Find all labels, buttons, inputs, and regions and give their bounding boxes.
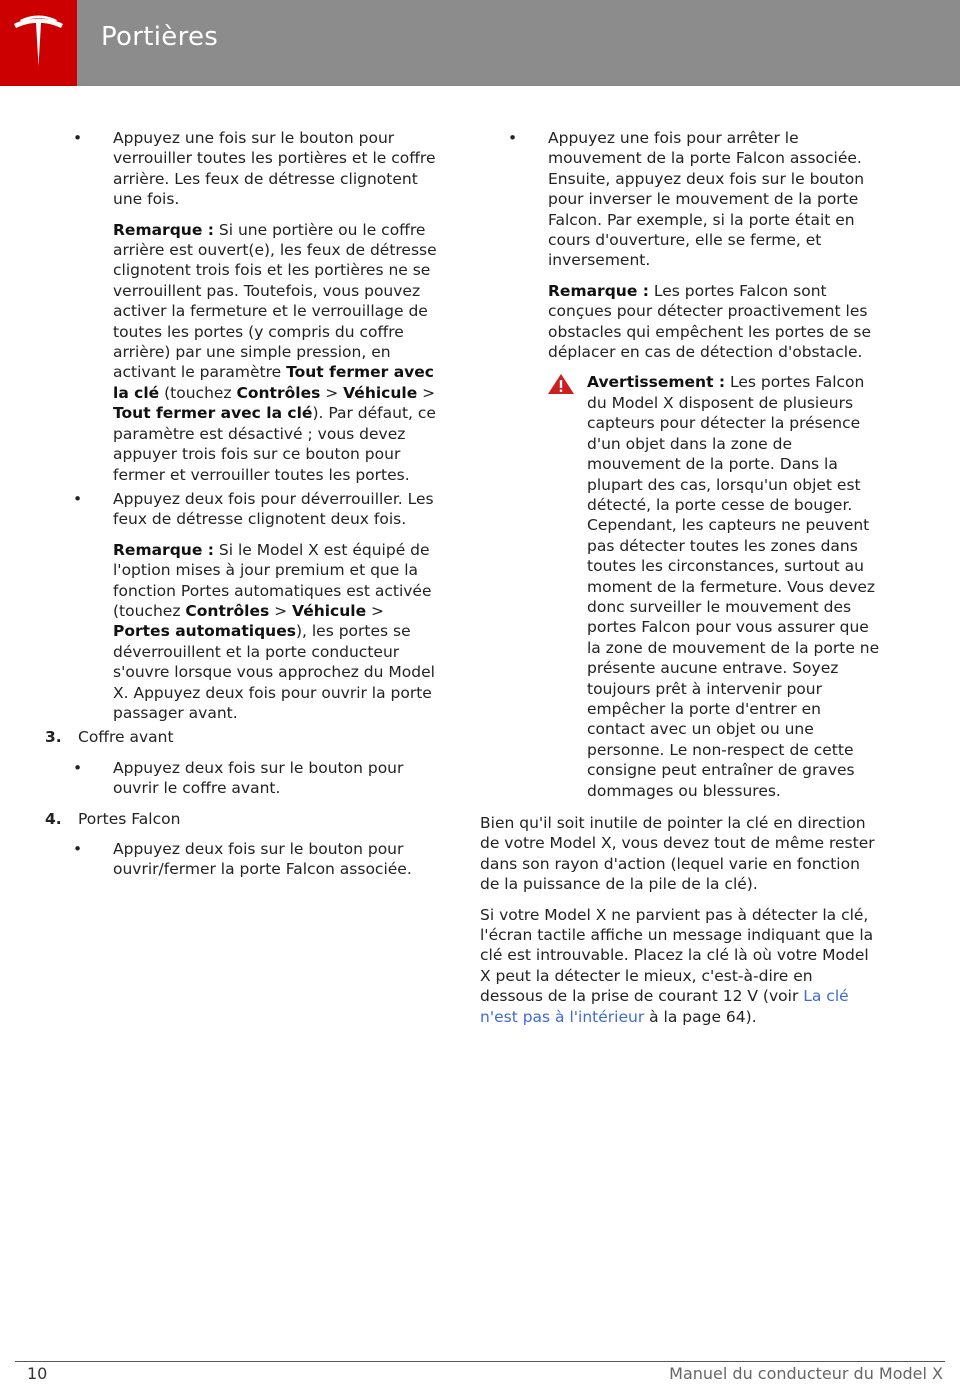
bullet-dot: • (73, 840, 83, 858)
paragraph: Bien qu'il soit inutile de pointer la clé en direction de votre Model X, vous devez tout de même rester dans son rayon d'action (lequel varie en fonction de la puissance de la pile de la clé). (480, 814, 875, 894)
tesla-logo (0, 0, 77, 86)
left-column (45, 128, 445, 884)
menu-path: Tout fermer avec la clé (113, 404, 313, 423)
menu-path: Contrôles (236, 383, 321, 402)
bullet-dot: • (73, 129, 83, 147)
footer-divider (15, 1361, 945, 1362)
bullet-text: Appuyez une fois pour arrêter le mouvement de la porte Falcon associée. Ensuite, appuyez deux fois sur le bouton pour inverser le mouvement de la porte Falcon. Par exemple, si la porte était en cours d'ouverture, elle se ferme, et inversement. (548, 129, 865, 270)
note-text: > (417, 383, 436, 402)
warning-icon (547, 373, 575, 395)
page-number: 10 (27, 1364, 48, 1383)
warning-label: Avertissement : (587, 373, 726, 392)
numbered-item (45, 809, 445, 829)
note-text: Si une portière ou le coffre arrière est ouvert(e), les feux de détresse clignotent trois fois et les portières ne se verrouillent pas. Toutefois, vous pouvez activer la fermeture et le verrouillage de toutes les portes (y compris du coffre arrière) par une simple pression, en activant le paramètre (113, 220, 437, 382)
list-item (45, 839, 445, 880)
item-number: 4. (45, 809, 62, 828)
note-text: (touchez (159, 383, 237, 402)
item-title: Coffre avant (78, 728, 174, 747)
numbered-item (45, 727, 445, 747)
menu-path: Véhicule (343, 383, 418, 402)
bullet-text: Appuyez deux fois pour déverrouiller. Les feux de détresse clignotent deux fois. (113, 489, 434, 529)
bullet-dot: • (73, 489, 83, 508)
note-text: ), les portes se déverrouillent et la porte conducteur s'ouvre lorsque vous approchez du Model X. Appuyez deux fois pour ouvrir la porte passager avant. (113, 622, 435, 722)
paragraph (480, 905, 880, 1027)
note (45, 540, 445, 724)
note-text: > (269, 601, 293, 620)
note-text: Si le Model X est équipé de l'option mises à jour premium et que la fonction Portes automatiques est activée (touchez (113, 540, 432, 620)
list-item (45, 489, 445, 530)
cross-reference-link[interactable]: La clé n'est pas à l'intérieur (480, 987, 849, 1026)
list-item (45, 128, 445, 210)
right-column (480, 128, 880, 1037)
warning-block (480, 372, 880, 801)
menu-path: Portes automatiques (113, 622, 296, 641)
bullet-dot: • (73, 758, 83, 777)
menu-path: Contrôles (185, 601, 270, 620)
page-title: Portières (101, 22, 219, 52)
bullet-text: Appuyez une fois sur le bouton pour verrouiller toutes les portières et le coffre arrière. Les feux de détresse clignotent une fois. (113, 129, 436, 209)
logo-block (0, 0, 77, 86)
note-text: > (320, 383, 344, 402)
paragraph-text: Si votre Model X ne parvient pas à détecter la clé, l'écran tactile affiche un message indiquant que la clé est introuvable. Placez la clé là où votre Model X peut la détecter le mieux, c'est-à-dire en dessous de la prise de courant 12 V (voir (480, 905, 874, 1006)
note-text: ). Par défaut, ce paramètre est désactivé ; vous devez appuyer trois fois sur ce bouton pour fermer et verrouiller toutes les portes. (113, 404, 436, 484)
note (45, 220, 445, 485)
note-label: Remarque : (113, 540, 214, 559)
header-bar (77, 0, 960, 86)
warning-text: Les portes Falcon du Model X disposent de plusieurs capteurs pour détecter la présence d'un objet dans la zone de mouvement de la porte. Dans la plupart des cas, lorsqu'un objet est détecté, la porte cesse de bouger. Cependant, les capteurs ne peuvent pas détecter toutes les zones dans toutes les circonstances, surtout au moment de la fermeture. Vous devez donc surveiller le mouvement des portes Falcon pour vous assurer que la zone de mouvement de la porte ne présente aucune entrave. Soyez toujours prêt à intervenir pour empêcher la porte d'entrer en contact avec un objet ou une personne. Le non-respect de cette consigne peut entraîner de graves dommages ou blessures. (587, 373, 880, 800)
list-item (45, 758, 445, 799)
paragraph-text: à la page 64). (644, 1007, 757, 1026)
list-item (480, 128, 880, 271)
footer-manual-title: Manuel du conducteur du Model X (669, 1364, 943, 1383)
setting-name: Tout fermer avec la clé (113, 363, 434, 402)
note-label: Remarque : (548, 281, 649, 300)
item-number: 3. (45, 728, 62, 747)
note (480, 281, 880, 363)
note-text: Les portes Falcon sont conçues pour détecter proactivement les obstacles qui empêchent les portes de se déplacer en cas de détection d'obstacle. (548, 281, 872, 362)
bullet-text: Appuyez deux fois sur le bouton pour ouvrir/fermer la porte Falcon associée. (113, 840, 412, 879)
note-text: > (366, 601, 385, 620)
menu-path: Véhicule (292, 601, 367, 620)
bullet-dot: • (508, 129, 518, 147)
note-label: Remarque : (113, 220, 214, 239)
bullet-text: Appuyez deux fois sur le bouton pour ouvrir le coffre avant. (113, 758, 404, 798)
item-title: Portes Falcon (78, 809, 181, 828)
